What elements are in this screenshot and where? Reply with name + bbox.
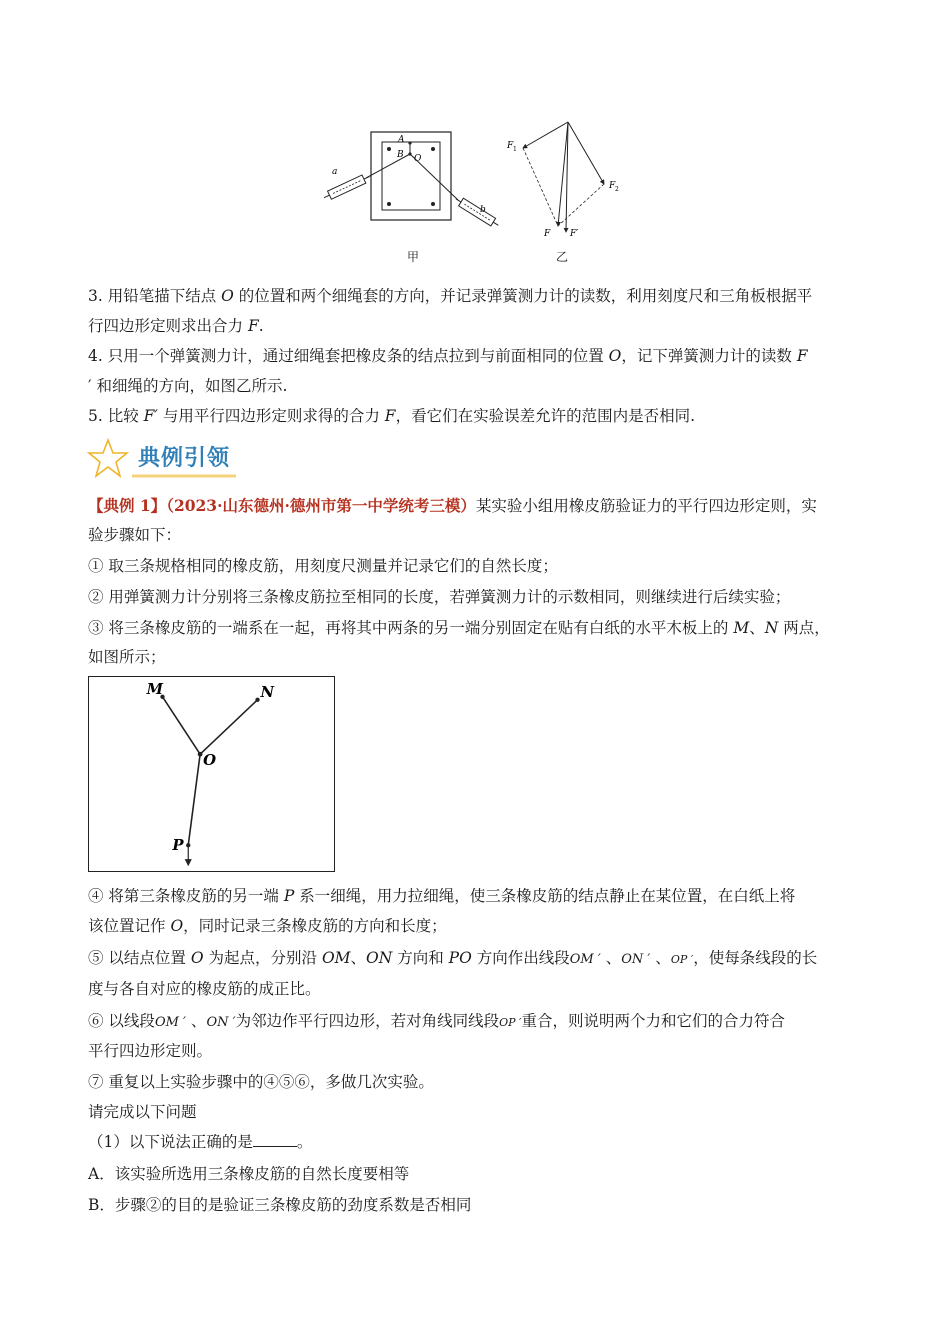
board-diagram	[322, 132, 501, 229]
example-intro-line-2: 验步骤如下：	[88, 526, 182, 544]
example-intro-line-1: 【典例 1】（2023·山东德州·德州市第一中学统考三模）某实验小组用橡皮筋验证力的平行四边形定则，实	[88, 496, 817, 515]
example-step-2: ② 用弹簧测力计分别将三条橡皮筋拉至相同的长度，若弹簧测力计的示数相同，则继续进行后续实验；	[88, 588, 791, 606]
example-step-6-line-1: ⑥ 以线段OM ′ 、ON ′为邻边作平行四边形，若对角线同线段OP ′重合，则说明两个力和它们的合力符合	[88, 1012, 786, 1030]
option-b: B．步骤②的目的是验证三条橡皮筋的劲度系数是否相同	[88, 1196, 472, 1214]
caption-yi: 乙	[556, 250, 569, 264]
label-A: A	[398, 135, 405, 145]
rubber-band-figure	[88, 676, 335, 872]
answer-blank[interactable]	[253, 1132, 297, 1147]
label-F1: F	[507, 141, 514, 151]
label-N: N	[260, 683, 275, 701]
label-F2: F	[609, 181, 616, 191]
label-F-prime: F′	[570, 229, 579, 239]
example-step-3-line-1: ③ 将三条橡皮筋的一端系在一起，再将其中两条的另一端分别固定在贴有白纸的水平木板上的 M、N 两点，	[88, 619, 830, 637]
label-P: P	[172, 837, 184, 855]
example-step-7: ⑦ 重复以上实验步骤中的④⑤⑥，多做几次实验。	[88, 1073, 434, 1091]
question-prompt: 请完成以下问题	[88, 1103, 197, 1121]
option-a: A．该实验所选用三条橡皮筋的自然长度要相等	[88, 1165, 410, 1183]
caption-jia: 甲	[407, 250, 420, 264]
label-B: B	[397, 150, 404, 160]
example-step-3-line-2: 如图所示；	[88, 648, 166, 666]
example-step-1: ① 取三条规格相同的橡皮筋，用刻度尺测量并记录它们的自然长度；	[88, 557, 558, 575]
step-3-line-1: 3. 用铅笔描下结点 O 的位置和两个细绳套的方向，并记录弹簧测力计的读数，利用刻度尺和三角板根据平	[88, 287, 813, 305]
example-step-5-line-1: ⑤ 以结点位置 O 为起点，分别沿 OM、ON 方向和 PO 方向作出线段OM ′ 、ON ′ 、OP ′，使每条线段的长	[88, 949, 818, 967]
label-O-fig: O	[203, 752, 217, 770]
label-M: M	[146, 680, 164, 698]
label-a: a	[332, 167, 338, 177]
label-b: b	[480, 205, 486, 215]
step-4-line-2: ′ 和细绳的方向，如图乙所示.	[88, 377, 288, 395]
example-step-4-line-1: ④ 将第三条橡皮筋的另一端 P 系一细绳，用力拉细绳，使三条橡皮筋的结点静止在某位置，在白纸上将	[88, 887, 796, 905]
section-title: 典例引领	[138, 446, 231, 471]
label-F2-sub: 2	[615, 186, 619, 193]
star-icon	[89, 440, 127, 476]
label-F: F	[544, 229, 551, 239]
experiment-figure-jia-yi	[318, 120, 638, 270]
label-O: O	[414, 154, 422, 164]
step-3-line-2: 行四边形定则求出合力 F.	[88, 317, 264, 335]
step-4-line-1: 4. 只用一个弹簧测力计，通过细绳套把橡皮条的结点拉到与前面相同的位置 O，记下弹簧测力计的读数 F	[88, 347, 808, 365]
question-1: （1）以下说法正确的是 。	[88, 1133, 313, 1151]
example-step-4-line-2: 该位置记作 O，同时记录三条橡皮筋的方向和长度；	[88, 917, 447, 935]
force-parallelogram-diagram	[506, 122, 619, 239]
step-5-line: 5. 比较 F′ 与用平行四边形定则求得的合力 F，看它们在实验误差允许的范围内是否相同.	[88, 407, 695, 425]
label-F1-sub: 1	[513, 146, 517, 153]
example-step-5-line-2: 度与各自对应的橡皮筋的成正比。	[88, 980, 321, 998]
example-step-6-line-2: 平行四边形定则。	[88, 1042, 213, 1060]
